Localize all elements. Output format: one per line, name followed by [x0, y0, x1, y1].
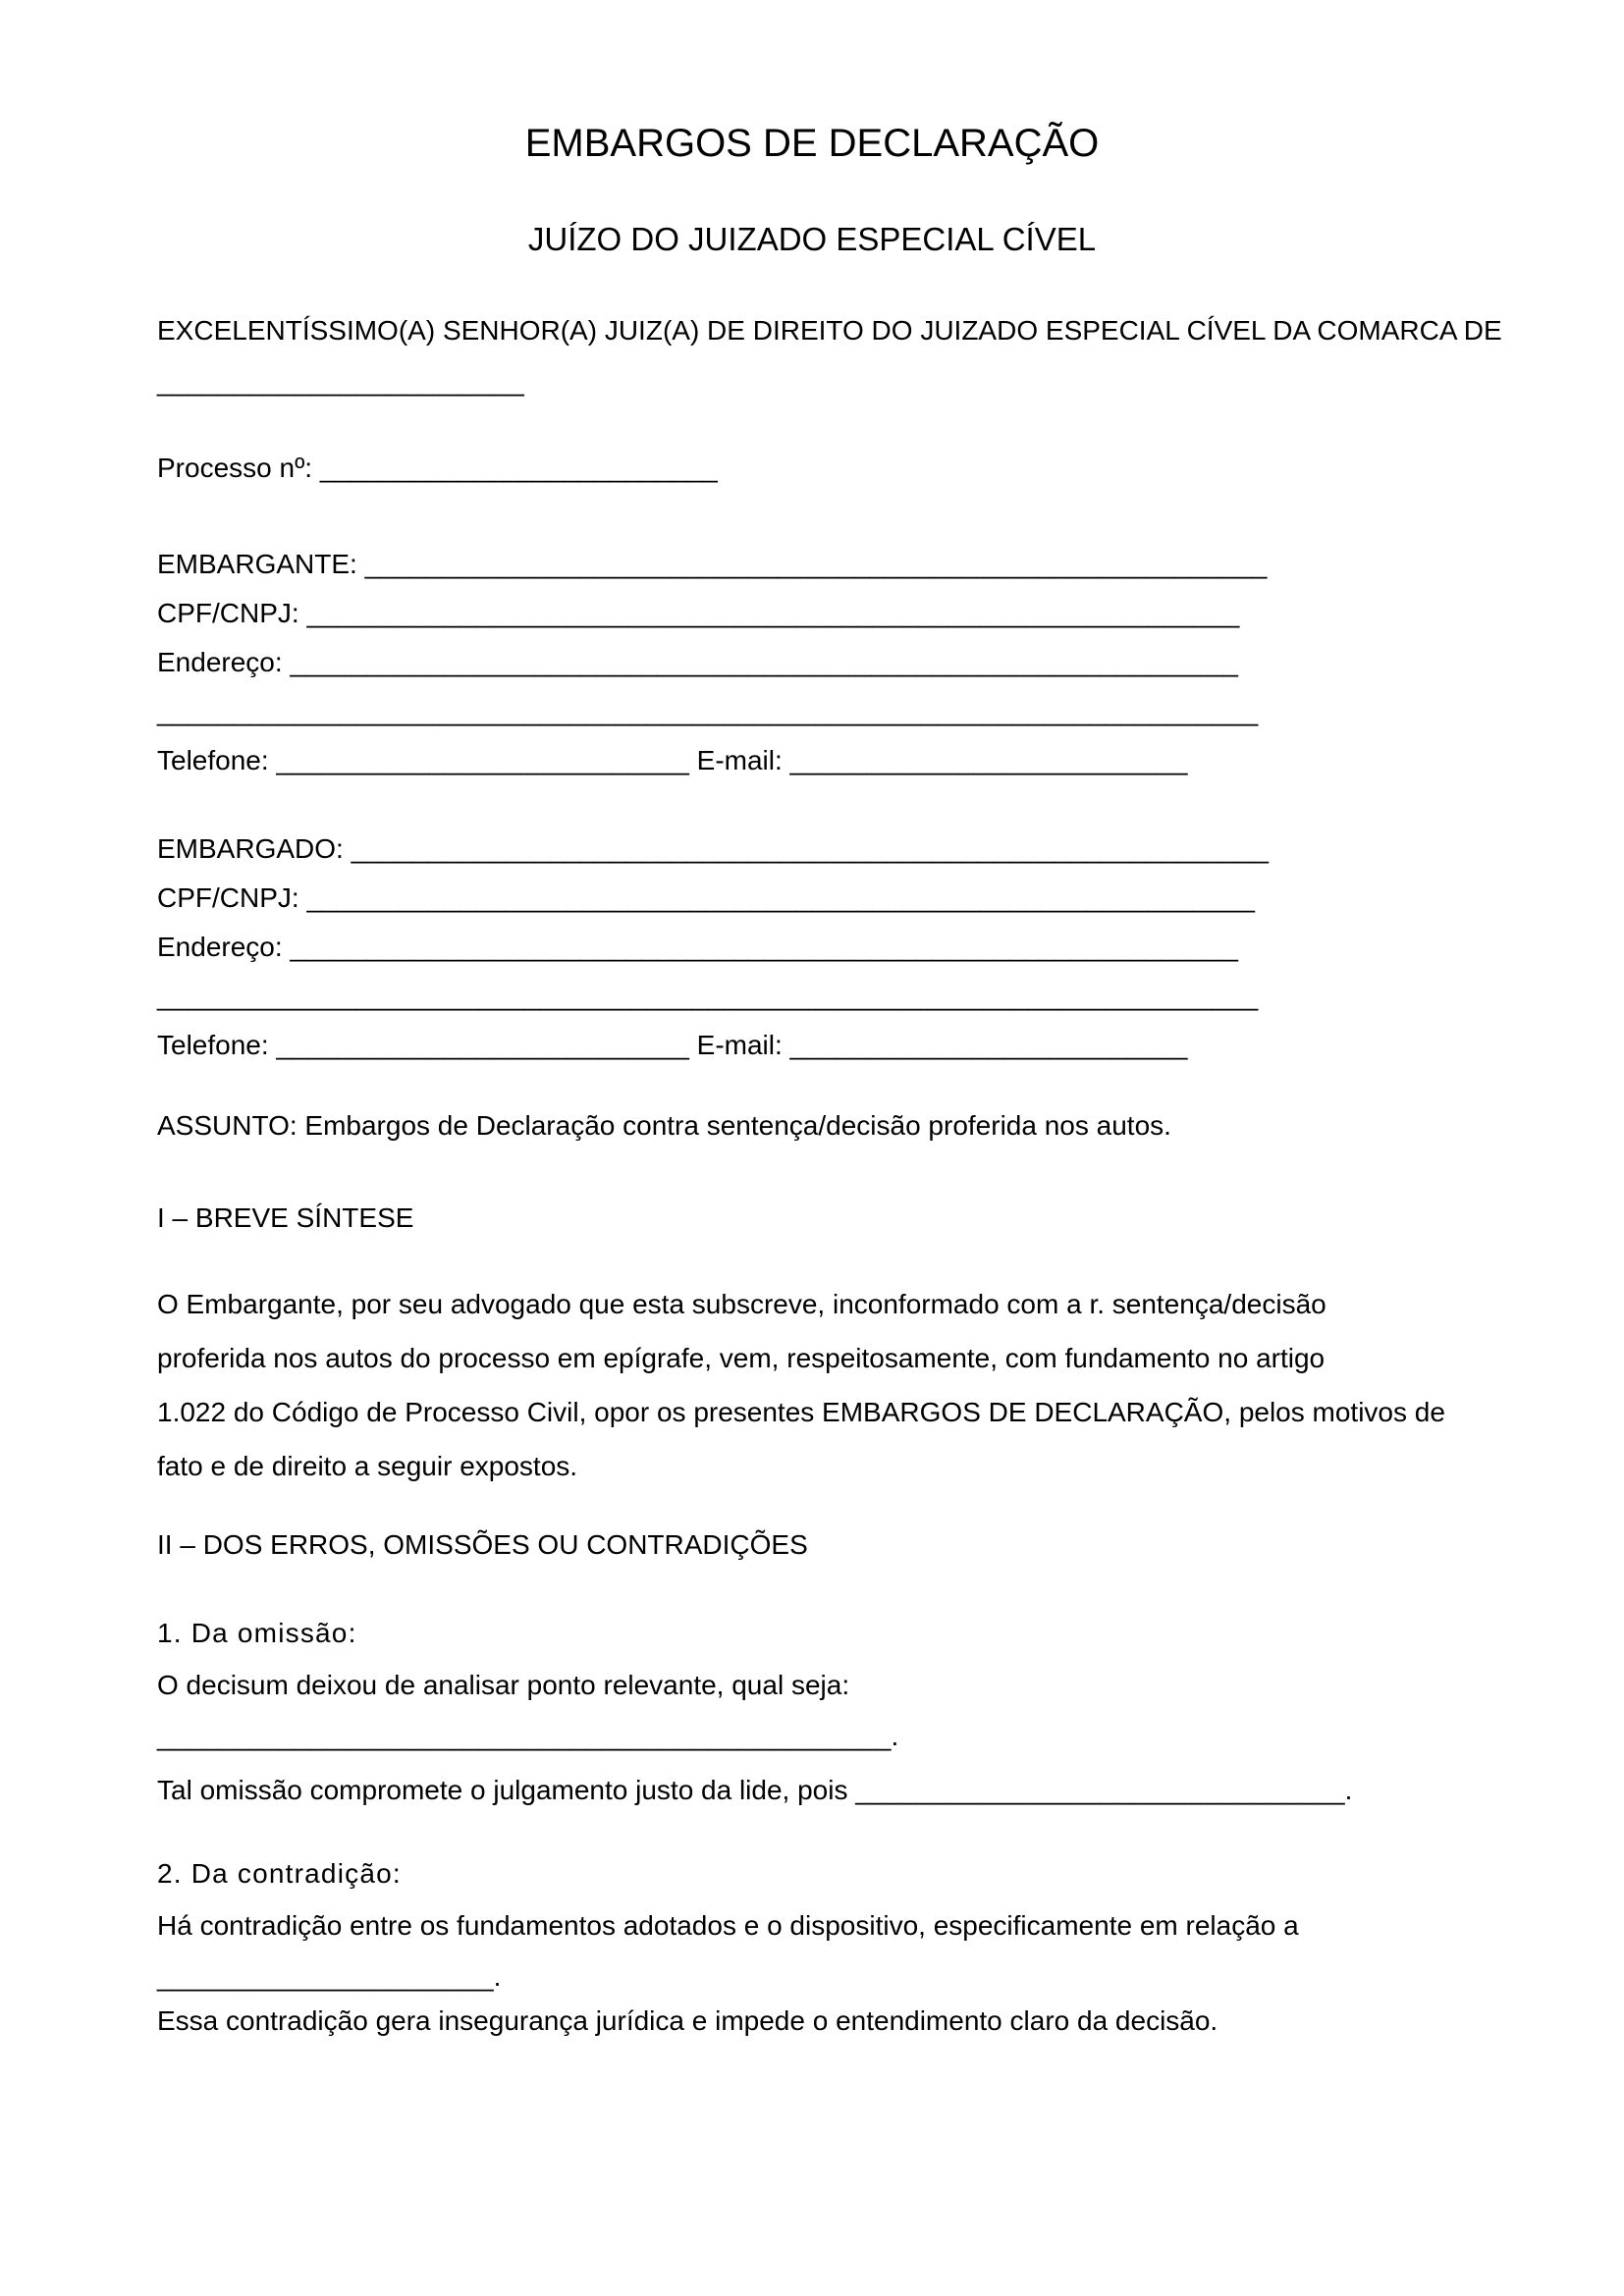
- embargante-address-continuation-line: ________________________________________________________________________: [157, 696, 1259, 726]
- document-title: EMBARGOS DE DECLARAÇÃO: [524, 122, 1100, 165]
- contradicao-consequence-line: Essa contradição gera insegurança jurídica e impede o entendimento claro da decisão.: [157, 2005, 1218, 2036]
- omissao-heading: 1. Da omissão:: [157, 1618, 357, 1648]
- embargado-address-line: Endereço: ______________________________________________________________: [157, 932, 1238, 962]
- sintese-paragraph-line-2: proferida nos autos do processo em epígrafe, vem, respeitosamente, com fundamento no artigo: [157, 1343, 1326, 1373]
- embargante-cpf-line: CPF/CNPJ: _____________________________________________________________: [157, 598, 1240, 628]
- assunto-line: ASSUNTO: Embargos de Declaração contra sentença/decisão proferida nos autos.: [157, 1110, 1171, 1141]
- embargante-address-line: Endereço: ______________________________________________________________: [157, 647, 1238, 677]
- embargado-contact-line: Telefone: ___________________________ E-mail: __________________________: [157, 1030, 1188, 1060]
- embargado-cpf-line: CPF/CNPJ: ______________________________________________________________: [157, 882, 1255, 913]
- sintese-paragraph-line-4: fato e de direito a seguir expostos.: [157, 1451, 578, 1481]
- omissao-blank-line: ________________________________________________.: [157, 1721, 899, 1751]
- addressing-blank-line: ________________________: [157, 366, 524, 397]
- section-ii-heading: II – DOS ERROS, OMISSÕES OU CONTRADIÇÕES: [157, 1529, 808, 1560]
- section-i-heading: I – BREVE SÍNTESE: [157, 1202, 414, 1233]
- embargado-name-line: EMBARGADO: ____________________________________________________________: [157, 833, 1269, 864]
- omissao-consequence-line: Tal omissão compromete o julgamento justo da lide, pois ________________________________.: [157, 1775, 1353, 1805]
- process-number-line: Processo nº: __________________________: [157, 453, 718, 483]
- document-subtitle: JUÍZO DO JUIZADO ESPECIAL CÍVEL: [527, 221, 1097, 257]
- embargado-address-continuation-line: ________________________________________________________________________: [157, 981, 1259, 1011]
- sintese-paragraph-line-3: 1.022 do Código de Processo Civil, opor os presentes EMBARGOS DE DECLARAÇÃO, pelos motivos de: [157, 1397, 1445, 1427]
- contradicao-heading: 2. Da contradição:: [157, 1858, 402, 1889]
- addressing-line: EXCELENTÍSSIMO(A) SENHOR(A) JUIZ(A) DE DIREITO DO JUIZADO ESPECIAL CÍVEL DA COMARCA DE: [157, 315, 1502, 346]
- omissao-line: O decisum deixou de analisar ponto relevante, qual seja:: [157, 1670, 850, 1700]
- sintese-paragraph-line-1: O Embargante, por seu advogado que esta subscreve, inconformado com a r. sentença/decisão: [157, 1289, 1326, 1319]
- embargante-contact-line: Telefone: ___________________________ E-mail: __________________________: [157, 745, 1188, 775]
- contradicao-line: Há contradição entre os fundamentos adotados e o dispositivo, especificamente em relação a: [157, 1910, 1299, 1941]
- embargante-name-line: EMBARGANTE: ___________________________________________________________: [157, 549, 1268, 579]
- contradicao-blank-line: ______________________.: [157, 1961, 502, 1992]
